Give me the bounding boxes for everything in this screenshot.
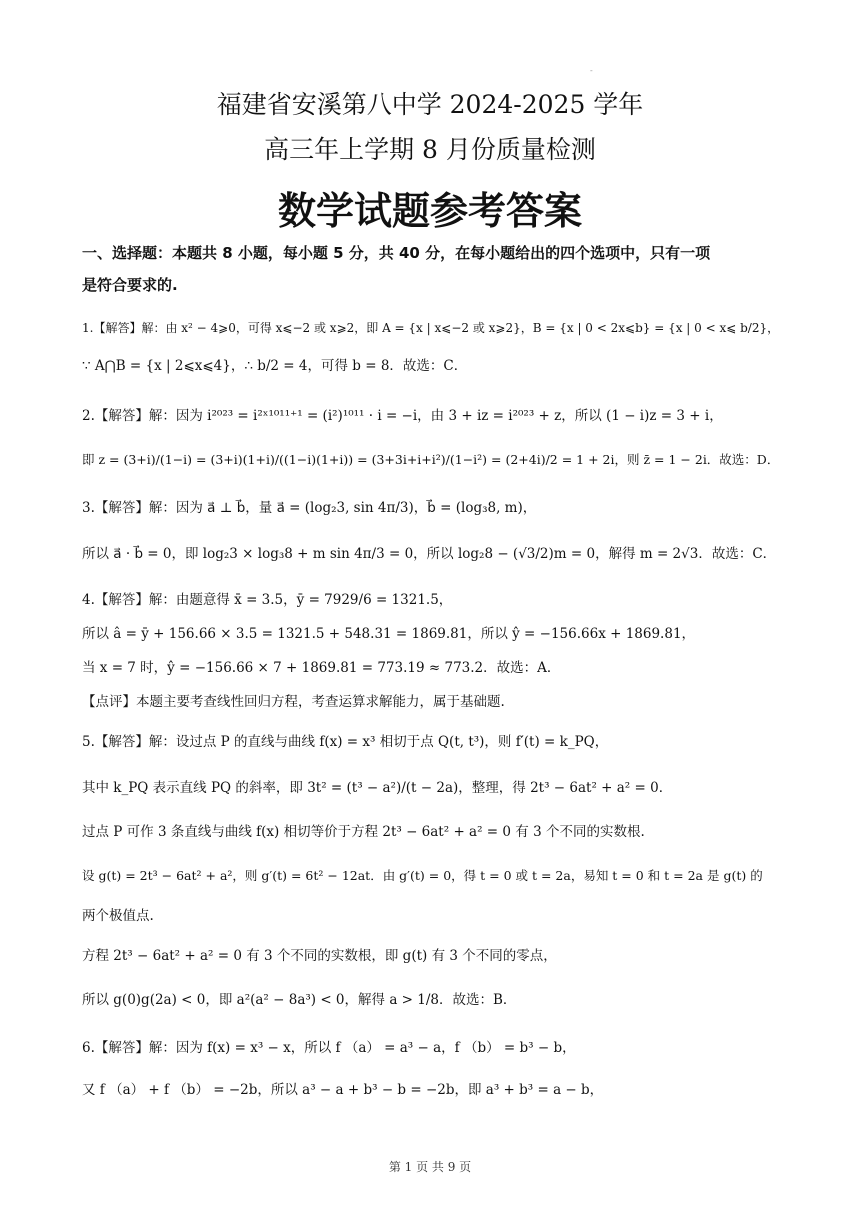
answer-line: 两个极值点.	[82, 908, 154, 924]
answer-line: 所以 g(0)g(2a) < 0，即 a²(a² − 8a³) < 0，解得 a > 1/8．故选：B．	[82, 992, 517, 1008]
answer-line: 方程 2t³ − 6at² + a² = 0 有 3 个不同的实数根，即 g(t) 有 3 个不同的零点，	[82, 948, 557, 964]
answer-line: 【点评】本题主要考查线性回归方程，考查运算求解能力，属于基础题.	[82, 694, 505, 710]
answer-line: 即 z = (3+i)/(1−i) = (3+i)(1+i)/((1−i)(1+i)) = (3+3i+i+i²)/(1−i²) = (2+4i)/2 = 1 + 2i，则 z̄ = 1 − 2i．故选：D．	[82, 452, 780, 467]
answer-line: 所以 a⃗ · b⃗ = 0，即 log₂3 × log₃8 + m sin 4π/3 = 0，所以 log₂8 − (√3/2)m = 0，解得 m = 2√3．故选：C．	[82, 546, 777, 562]
answer-line: 设 g(t) = 2t³ − 6at² + a²，则 g′(t) = 6t² − 12at．由 g′(t) = 0，得 t = 0 或 t = 2a，易知 t = 0 和 t = 2a 是 g(t) 的	[82, 868, 763, 883]
answer-line: 其中 k_PQ 表示直线 PQ 的斜率，即 3t² = (t³ − a²)/(t − 2a)，整理，得 2t³ − 6at² + a² = 0．	[82, 780, 673, 796]
answer-line: 过点 P 可作 3 条直线与曲线 f(x) 相切等价于方程 2t³ − 6at² + a² = 0 有 3 个不同的实数根.	[82, 824, 645, 840]
page-title: 数学试题参考答案	[277, 189, 582, 233]
answer-line: 所以 â = ȳ + 156.66 × 3.5 = 1321.5 + 548.31 = 1869.81，所以 ŷ = −156.66x + 1869.81，	[82, 626, 696, 642]
answer-line: ∵ A⋂B = {x | 2⩽x⩽4}，∴ b/2 = 4，可得 b = 8．故选：C．	[82, 358, 468, 374]
scan-mark: -	[590, 66, 593, 75]
section-heading: 一、选择题：本题共 8 小题，每小题 5 分，共 40 分，在每小题给出的四个选项中，只有一项	[82, 244, 711, 262]
answer-line: 4.【解答】解：由题意得 x̄ = 3.5，ȳ = 7929/6 = 1321.5，	[82, 592, 453, 608]
answer-line: 又 f （a） + f （b） = −2b，所以 a³ − a + b³ − b = −2b，即 a³ + b³ = a − b，	[82, 1082, 604, 1098]
answer-line: 6.【解答】解：因为 f(x) = x³ − x，所以 f （a） = a³ − a，f （b） = b³ − b，	[82, 1040, 576, 1056]
answer-line: 3.【解答】解：因为 a⃗ ⊥ b⃗，量 a⃗ = (log₂3, sin 4π/3)，b⃗ = (log₃8, m)，	[82, 500, 537, 516]
school-title: 福建省安溪第八中学 2024-2025 学年	[216, 90, 644, 119]
answer-line: 5.【解答】解：设过点 P 的直线与曲线 f(x) = x³ 相切于点 Q(t, t³)，则 f′(t) = k_PQ，	[82, 734, 609, 750]
answer-line: 1.【解答】解：由 x² − 4⩾0，可得 x⩽−2 或 x⩾2，即 A = {x | x⩽−2 或 x⩾2}，B = {x | 0 < 2x⩽b} = {x | 0 < x⩽ b/2}，	[82, 321, 780, 335]
exam-subtitle: 高三年上学期 8 月份质量检测	[264, 135, 596, 164]
section-heading-cont: 是符合要求的.	[82, 276, 178, 294]
answer-line: 2.【解答】解：因为 i²⁰²³ = i²ˣ¹⁰¹¹⁺¹ = (i²)¹⁰¹¹ · i = −i，由 3 + iz = i²⁰²³ + z，所以 (1 − i)z = 3 + i，	[82, 408, 723, 424]
page-number: 第 1 页 共 9 页	[388, 1160, 472, 1174]
answer-line: 当 x = 7 时，ŷ = −156.66 × 7 + 1869.81 = 773.19 ≈ 773.2．故选：A．	[82, 660, 561, 676]
